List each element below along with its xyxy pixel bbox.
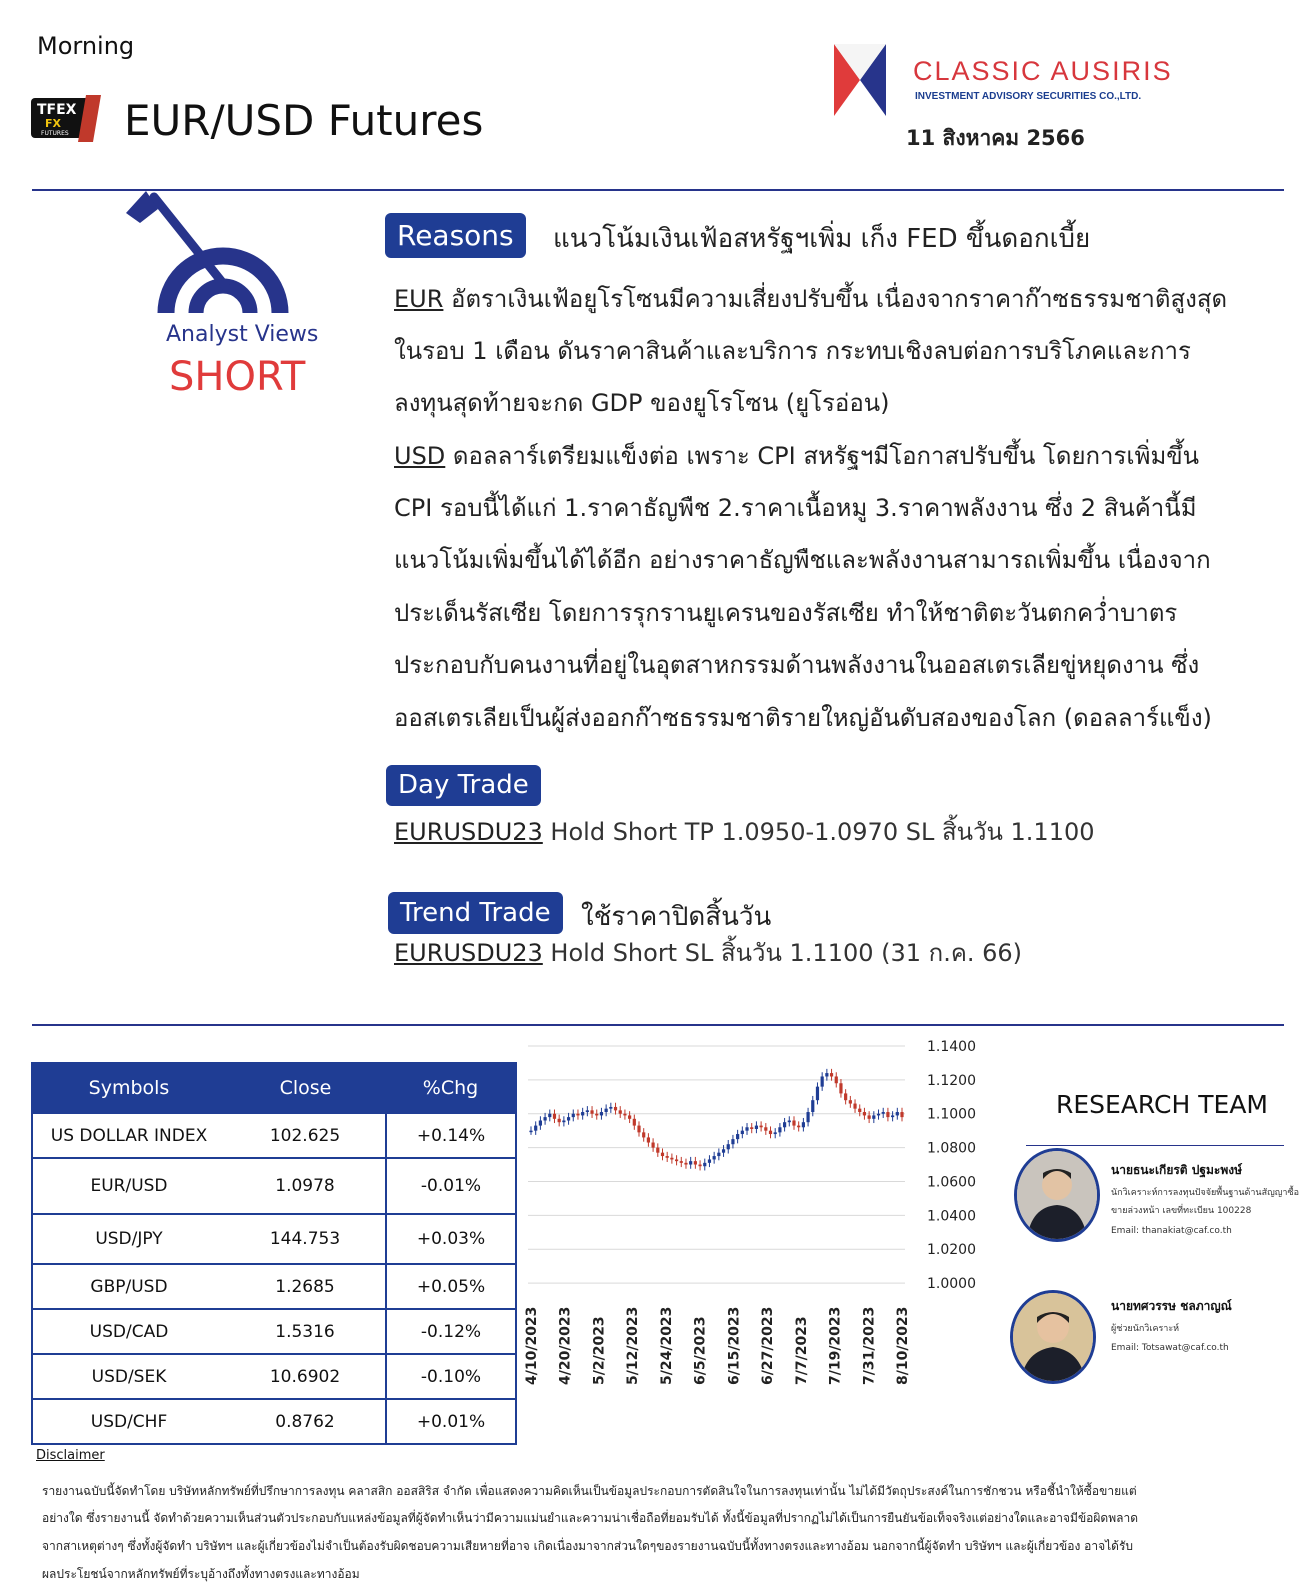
candle-body	[727, 1144, 730, 1149]
change-cell: -0.01%	[386, 1158, 516, 1214]
candle-body	[755, 1126, 758, 1129]
candle-body	[839, 1083, 842, 1093]
candle-body	[590, 1110, 593, 1113]
usd-paragraph-line: ออสเตรเลียเป็นผู้ส่งออกก๊าซธรรมชาติรายใหญ่อันดับสองของโลก (ดอลลาร์แข็ง)	[394, 704, 1212, 732]
candle-body	[863, 1112, 866, 1115]
symbol-cell: USD/SEK	[32, 1354, 225, 1399]
candle-body	[572, 1114, 575, 1117]
analyst-role: ขายล่วงหน้า เลขที่ทะเบียน 100228	[1111, 1206, 1252, 1216]
candle-body	[872, 1115, 875, 1118]
candle-body	[783, 1122, 786, 1127]
candle-body	[670, 1158, 673, 1160]
change-cell: +0.05%	[386, 1264, 516, 1309]
candle-body	[628, 1115, 631, 1118]
close-cell: 102.625	[225, 1113, 386, 1158]
candle-body	[778, 1127, 781, 1132]
close-cell: 144.753	[225, 1214, 386, 1264]
disclaimer-line: อย่างใด ซึ่งรายงานนี้ จัดทำด้วยความเห็นส่วนตัวประกอบกับแหล่งข้อมูลที่ผู้จัดทำเห็นว่ามีความแม่นยำและความน่าเชื่อถือที่ยอมรับได้ ทั้งนี้ข้อมูลที่ปรากฏไม่ได้เป็นการยืนยันข้อเท็จจริงแต่อย่างใดและอาจมีข้อผิดพลาด	[42, 1511, 1138, 1525]
y-tick-label: 1.0800	[927, 1140, 976, 1157]
candle-body	[713, 1156, 716, 1159]
candle-body	[853, 1104, 856, 1109]
day-trade-text: Hold Short TP 1.0950-1.0970 SL สิ้นวัน 1.1100	[542, 818, 1095, 846]
research-team-title: RESEARCH TEAM	[1056, 1090, 1268, 1119]
research-team-divider	[1026, 1145, 1284, 1146]
x-tick-label: 6/27/2023	[760, 1306, 777, 1385]
candle-body	[534, 1126, 537, 1131]
table-row	[32, 1309, 516, 1354]
candle-body	[750, 1127, 753, 1129]
candle-body	[849, 1100, 852, 1103]
page-title: EUR/USD Futures	[124, 96, 484, 145]
symbol-cell: USD/CAD	[32, 1309, 225, 1354]
analyst-view: SHORT	[169, 354, 306, 400]
y-tick-label: 1.1200	[927, 1072, 976, 1089]
candle-body	[581, 1112, 584, 1115]
day-trade-line	[394, 812, 1095, 851]
candle-body	[858, 1109, 861, 1112]
analyst-email: Email: thanakiat@caf.co.th	[1111, 1226, 1232, 1236]
brand-name: CLASSIC AUSIRIS	[913, 56, 1173, 86]
symbol-cell: US DOLLAR INDEX	[32, 1113, 225, 1158]
candle-body	[586, 1110, 589, 1112]
eur-paragraph-line: ในรอบ 1 เดือน ดันราคาสินค้าและบริการ กระทบเชิงลบต่อการบริโภคและการ	[394, 337, 1191, 365]
usd-paragraph-line: ประกอบกับคนงานที่อยู่ในอุตสาหกรรมด้านพลังงานในออสเตรเลียขู่หยุดงาน ซึ่ง	[394, 651, 1200, 679]
tfex-logo-fx: FX	[45, 117, 61, 130]
candle-body	[529, 1131, 532, 1133]
table-row	[32, 1354, 516, 1399]
symbol-cell: GBP/USD	[32, 1264, 225, 1309]
close-cell: 10.6902	[225, 1354, 386, 1399]
candle-body	[698, 1165, 701, 1167]
y-tick-label: 1.0200	[927, 1242, 976, 1259]
candle-body	[816, 1087, 819, 1101]
candle-body	[614, 1107, 617, 1110]
y-tick-label: 1.0600	[927, 1174, 976, 1191]
candle-body	[769, 1131, 772, 1134]
candle-body	[802, 1122, 805, 1127]
symbol-cell: USD/CHF	[32, 1399, 225, 1444]
table-row	[32, 1113, 516, 1158]
target-icon	[126, 191, 320, 313]
analyst-name: นายทศวรรษ ชลภาญณ์	[1111, 1299, 1232, 1313]
candle-body	[567, 1117, 570, 1120]
y-tick-label: 1.0400	[927, 1208, 976, 1225]
candle-body	[745, 1127, 748, 1130]
usd-paragraph-line: แนวโน้มเพิ่มขึ้นได้ได้อีก อย่างราคาธัญพืชและพลังงานสามารถเพิ่มขึ้น เนื่องจาก	[394, 546, 1211, 574]
candle-body	[642, 1132, 645, 1137]
disclaimer-line: รายงานฉบับนี้จัดทำโดย บริษัทหลักทรัพย์ที่ปรึกษาการลงทุน คลาสสิก ออสสิริส จำกัด เพื่อแสดงความคิดเห็นเป็นข้อมูลประกอบการตัดสินใจในการลงทุนเท่านั้น ไม่ได้มีวัตถุประสงค์ในการชักชวน หรือชี้นำให้ซื้อขายแต่	[42, 1484, 1137, 1498]
change-cell: +0.01%	[386, 1399, 516, 1444]
candle-body	[736, 1134, 739, 1139]
analyst-role: ผู้ช่วยนักวิเคราะห์	[1111, 1324, 1180, 1334]
candle-body	[891, 1115, 894, 1117]
candle-body	[675, 1159, 678, 1161]
tfex-logo-sub: FUTURES	[41, 130, 69, 137]
candle-body	[694, 1161, 697, 1164]
eur-label: EUR	[394, 285, 444, 313]
price-chart	[520, 1040, 1000, 1420]
candle-body	[623, 1114, 626, 1116]
x-tick-label: 7/19/2023	[827, 1306, 844, 1385]
candle-body	[886, 1112, 889, 1117]
x-tick-label: 6/5/2023	[692, 1316, 709, 1385]
x-tick-label: 5/12/2023	[625, 1306, 642, 1385]
table-row	[32, 1399, 516, 1444]
candle-body	[609, 1107, 612, 1109]
close-cell: 1.2685	[225, 1264, 386, 1309]
candle-body	[900, 1112, 903, 1117]
close-cell: 1.0978	[225, 1158, 386, 1214]
trend-trade-note: ใช้ราคาปิดสิ้นวัน	[581, 902, 772, 932]
table-row	[32, 1264, 516, 1309]
brand-subtitle: INVESTMENT ADVISORY SECURITIES CO.,LTD.	[915, 91, 1142, 102]
close-cell: 1.5316	[225, 1309, 386, 1354]
table-row	[32, 1214, 516, 1264]
market-table	[31, 1062, 517, 1445]
candle-body	[764, 1127, 767, 1130]
candle-body	[774, 1132, 777, 1134]
candle-body	[558, 1119, 561, 1122]
analyst-views-label: Analyst Views	[166, 322, 319, 347]
change-cell: -0.12%	[386, 1309, 516, 1354]
trend-trade-text: Hold Short SL สิ้นวัน 1.1100 (31 ก.ค. 66)	[542, 939, 1023, 967]
candle-body	[661, 1153, 664, 1156]
column-header: Symbols	[32, 1063, 225, 1113]
eur-paragraph-line: ลงทุนสุดท้ายจะกด GDP ของยูโรโซน (ยูโรอ่อน)	[394, 389, 890, 417]
candle-body	[666, 1156, 669, 1158]
candle-body	[877, 1114, 880, 1116]
trend-trade-badge: Trend Trade	[388, 892, 563, 934]
usd-label: USD	[394, 442, 446, 470]
x-tick-label: 7/7/2023	[793, 1316, 810, 1385]
change-cell: +0.03%	[386, 1214, 516, 1264]
candle-body	[652, 1143, 655, 1148]
usd-paragraph-line	[394, 436, 1199, 475]
x-tick-label: 5/2/2023	[591, 1316, 608, 1385]
candle-body	[543, 1117, 546, 1120]
candle-body	[868, 1115, 871, 1118]
x-tick-label: 6/15/2023	[726, 1306, 743, 1385]
candle-body	[680, 1161, 683, 1163]
x-tick-label: 5/24/2023	[658, 1306, 675, 1385]
candle-body	[792, 1121, 795, 1126]
reasons-headline: แนวโน้มเงินเฟ้อสหรัฐฯเพิ่ม เก็ง FED ขึ้นดอกเบี้ย	[553, 224, 1091, 254]
candle-body	[844, 1093, 847, 1100]
avatar	[1014, 1148, 1100, 1242]
candle-body	[835, 1076, 838, 1083]
column-header: %Chg	[386, 1063, 516, 1113]
usd-paragraph-line: CPI รอบนี้ได้แก่ 1.ราคาธัญพืช 2.ราคาเนื้อหมู 3.ราคาพลังงาน ซึ่ง 2 สินค้านี้มี	[394, 494, 1197, 522]
candle-body	[553, 1114, 556, 1119]
candle-body	[562, 1121, 565, 1123]
tfex-logo-text: TFEX	[37, 102, 77, 118]
y-tick-label: 1.1000	[927, 1106, 976, 1123]
analyst-email: Email: Totsawat@caf.co.th	[1111, 1343, 1229, 1353]
change-cell: -0.10%	[386, 1354, 516, 1399]
candle-body	[703, 1163, 706, 1166]
avatar	[1010, 1290, 1096, 1384]
candle-body	[708, 1159, 711, 1162]
y-tick-label: 1.1400	[927, 1040, 976, 1055]
table-header-row	[32, 1063, 516, 1113]
brand-logo-icon	[834, 44, 886, 116]
eur-paragraph-line	[394, 279, 1227, 318]
candle-body	[797, 1126, 800, 1128]
disclaimer-line: ผลประโยชน์จากหลักทรัพย์ที่ระบุอ้างถึงทั้งทางตรงและทางอ้อม	[42, 1567, 360, 1581]
candle-body	[633, 1119, 636, 1126]
disclaimer-title: Disclaimer	[36, 1448, 105, 1463]
symbol-cell: EUR/USD	[32, 1158, 225, 1214]
x-tick-label: 4/10/2023	[524, 1306, 540, 1385]
reasons-badge: Reasons	[385, 213, 526, 258]
x-tick-label: 8/10/2023	[895, 1306, 911, 1385]
candle-body	[882, 1112, 885, 1114]
candle-body	[717, 1153, 720, 1156]
analyst-role: นักวิเคราะห์การลงทุนปัจจัยพื้นฐานด้านสัญญาซื้อ	[1111, 1188, 1299, 1198]
report-date: 11 สิงหาคม 2566	[906, 126, 1085, 150]
candle-body	[806, 1112, 809, 1122]
analyst-name: นายธนะเกียรติ ปฐมะพงษ์	[1111, 1163, 1243, 1177]
trend-trade-line	[394, 933, 1022, 972]
candle-body	[684, 1163, 687, 1165]
candle-body	[896, 1112, 899, 1115]
candle-body	[548, 1114, 551, 1117]
candle-body	[825, 1073, 828, 1076]
candle-body	[830, 1073, 833, 1076]
candle-body	[741, 1131, 744, 1134]
candle-body	[722, 1149, 725, 1152]
x-tick-label: 7/31/2023	[861, 1306, 878, 1385]
usd-paragraph-line: ประเด็นรัสเซีย โดยการรุกรานยูเครนของรัสเซีย ทำให้ชาติตะวันตกคว่ำบาตร	[394, 599, 1178, 627]
candle-body	[619, 1110, 622, 1113]
candle-body	[689, 1161, 692, 1164]
candle-body	[600, 1112, 603, 1115]
y-tick-label: 1.0000	[927, 1276, 976, 1293]
candle-body	[595, 1114, 598, 1116]
candle-body	[788, 1121, 791, 1123]
candle-body	[731, 1139, 734, 1144]
eur-text: อัตราเงินเฟ้อยูโรโซนมีความเสี่ยงปรับขึ้น เนื่องจากราคาก๊าซธรรมชาติสูงสุด	[443, 285, 1228, 313]
candle-body	[576, 1114, 579, 1116]
candle-body	[605, 1109, 608, 1112]
disclaimer-line: จากสาเหตุต่างๆ ซึ่งทั้งผู้จัดทำ บริษัทฯ และผู้เกี่ยวข้องไม่จำเป็นต้องรับผิดชอบความเสียหายที่อาจ เกิดเนื่องมาจากส่วนใดๆของรายงานฉบับนี้ทั้งทางตรงและทางอ้อม นอกจากนี้ผู้จัดทำ บริษัทฯ และผู้เกี่ยวข้อง อาจได้รับ	[42, 1539, 1134, 1553]
section-divider	[32, 1024, 1284, 1026]
candle-body	[811, 1100, 814, 1112]
candle-body	[760, 1126, 763, 1128]
usd-text: ดอลลาร์เตรียมแข็งต่อ เพราะ CPI สหรัฐฯมีโอกาสปรับขึ้น โดยการเพิ่มขึ้น	[445, 442, 1200, 470]
table-row	[32, 1158, 516, 1214]
tfex-logo	[31, 95, 101, 142]
candle-body	[821, 1076, 824, 1086]
session-label: Morning	[37, 32, 135, 60]
day-trade-badge: Day Trade	[386, 765, 541, 806]
trend-trade-symbol: EURUSDU23	[394, 939, 543, 967]
day-trade-symbol: EURUSDU23	[394, 818, 543, 846]
candle-body	[647, 1137, 650, 1142]
candle-body	[656, 1148, 659, 1153]
symbol-cell: USD/JPY	[32, 1214, 225, 1264]
change-cell: +0.14%	[386, 1113, 516, 1158]
close-cell: 0.8762	[225, 1399, 386, 1444]
candle-body	[637, 1126, 640, 1133]
column-header: Close	[225, 1063, 386, 1113]
candle-body	[539, 1121, 542, 1126]
x-tick-label: 4/20/2023	[557, 1306, 574, 1385]
